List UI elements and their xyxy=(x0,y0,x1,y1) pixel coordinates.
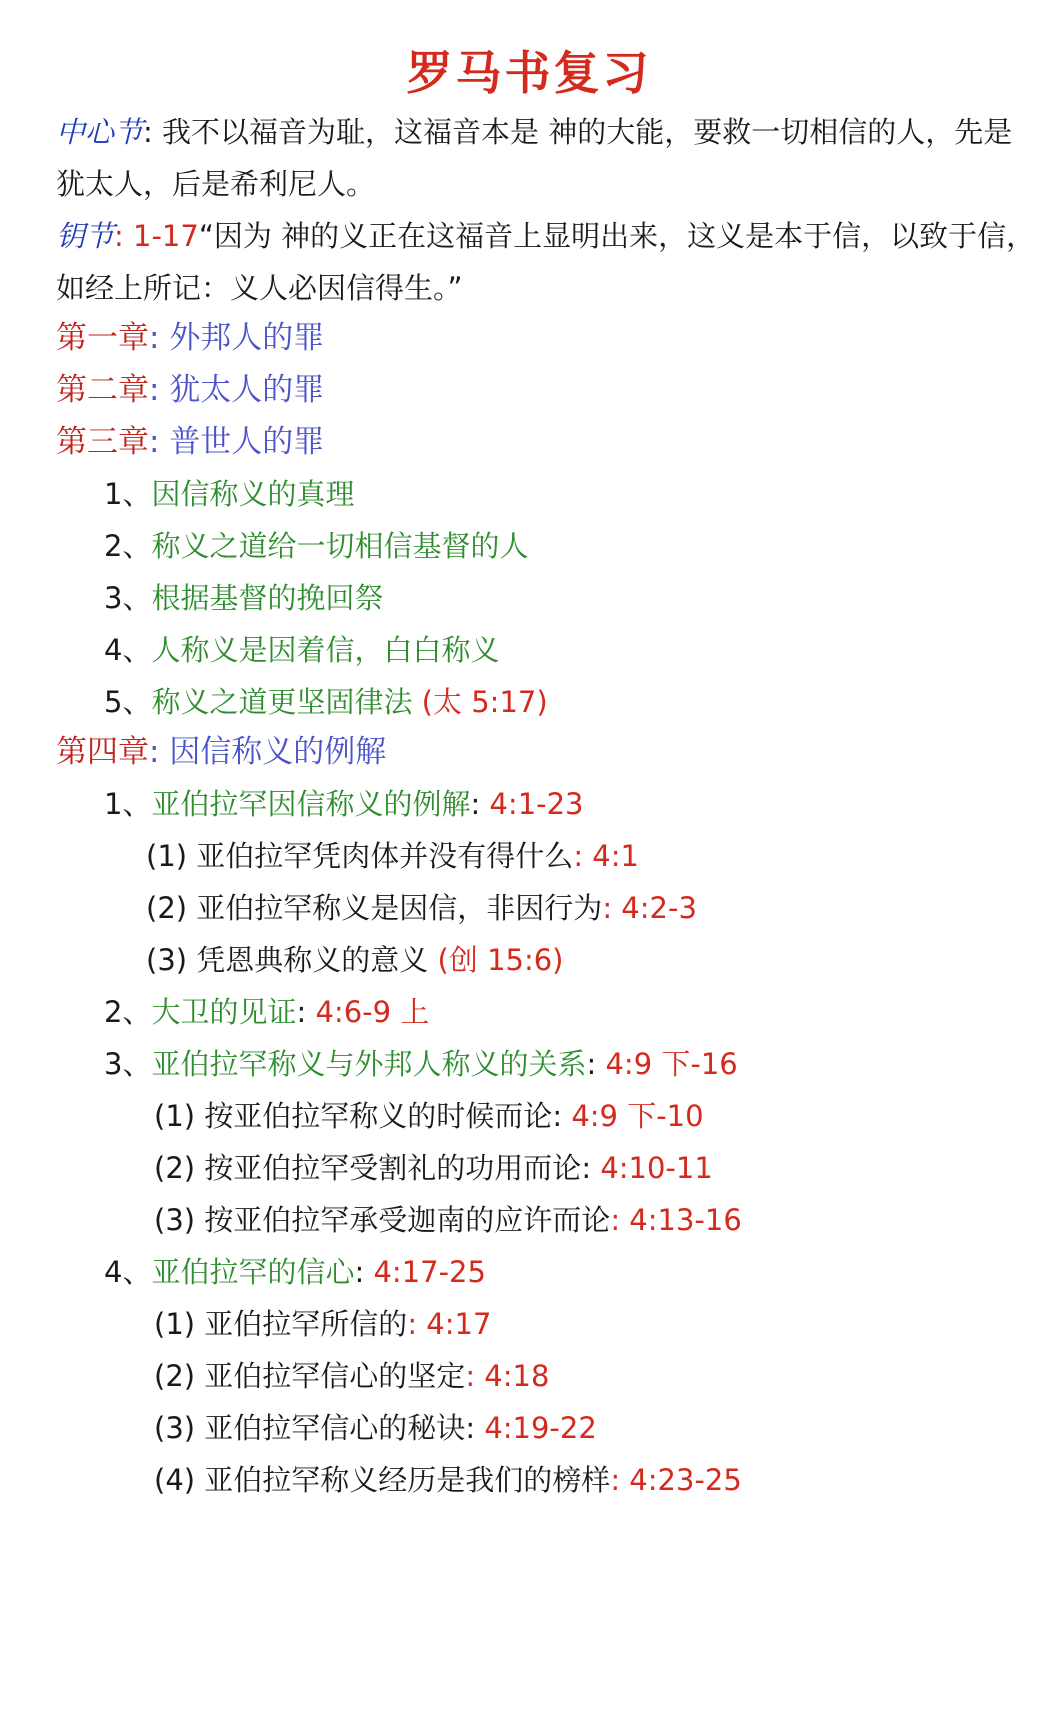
chapter-1: 第一章: 外邦人的罪 xyxy=(56,320,325,356)
chapter-2-title: 犹太人的罪 xyxy=(169,372,325,408)
sub-item: (3) 亚伯拉罕信心的秘诀: 4:19-22 xyxy=(154,1411,597,1445)
key-verse-line2: 如经上所记：义人必因信得生。” xyxy=(56,271,463,305)
sub-item: (3) 按亚伯拉罕承受迦南的应许而论: 4:13-16 xyxy=(154,1203,742,1237)
scripture-ref: 4:10-11 xyxy=(600,1151,713,1185)
sub-item: (1) 亚伯拉罕凭肉体并没有得什么: 4:1 xyxy=(146,839,639,873)
list-item: 3、亚伯拉罕称义与外邦人称义的关系: 4:9 下-16 xyxy=(104,1047,738,1081)
scripture-ref: : 4:17 xyxy=(407,1307,492,1341)
center-verse-line1: 中心节: 我不以福音为耻，这福音本是 神的大能，要救一切相信的人，先是 xyxy=(56,115,1013,149)
document-title: 罗马书复习 xyxy=(406,46,652,100)
list-item: 2、大卫的见证: 4:6-9 上 xyxy=(104,995,430,1029)
chapter-3: 第三章: 普世人的罪 xyxy=(56,424,325,460)
sub-item: (2) 按亚伯拉罕受割礼的功用而论: 4:10-11 xyxy=(154,1151,713,1185)
scripture-ref: : 4:23-25 xyxy=(610,1463,742,1497)
sub-item: (1) 按亚伯拉罕称义的时候而论: 4:9 下-10 xyxy=(154,1099,704,1133)
scripture-ref: : 4:18 xyxy=(465,1359,550,1393)
scripture-ref: 4:1-23 xyxy=(489,787,584,821)
key-verse-label: 钥节 xyxy=(56,219,115,253)
sub-item: (1) 亚伯拉罕所信的: 4:17 xyxy=(154,1307,492,1341)
list-item: 4、亚伯拉罕的信心: 4:17-25 xyxy=(104,1255,486,1289)
scripture-ref: 4:17-25 xyxy=(373,1255,486,1289)
chapter-4: 第四章: 因信称义的例解 xyxy=(56,734,387,770)
scripture-ref: 4:9 下-10 xyxy=(571,1099,704,1133)
scripture-ref: 4:6-9 上 xyxy=(315,995,430,1029)
key-verse-line1 xyxy=(56,218,1035,254)
chapter-2: 第二章: 犹太人的罪 xyxy=(56,372,325,408)
key-verse-ref: : 1-17 xyxy=(114,219,199,253)
center-verse-label: 中心节 xyxy=(56,115,144,149)
scripture-ref: 4:19-22 xyxy=(484,1411,597,1445)
chapter-1-title: 外邦人的罪 xyxy=(169,320,325,356)
sub-item: (3) 凭恩典称义的意义 (创 15:6) xyxy=(146,943,564,977)
scripture-ref: (太 5:17) xyxy=(412,685,548,719)
scripture-ref: 4:9 下-16 xyxy=(605,1047,738,1081)
scripture-ref: : 4:13-16 xyxy=(610,1203,742,1237)
list-item: 1、因信称义的真理 xyxy=(104,477,355,511)
list-item: 3、根据基督的挽回祭 xyxy=(104,581,384,615)
list-item: 1、亚伯拉罕因信称义的例解: 4:1-23 xyxy=(104,787,584,821)
list-item: 4、人称义是因着信，白白称义 xyxy=(104,633,500,667)
scripture-ref: : 4:2-3 xyxy=(602,891,697,925)
sub-item: (2) 亚伯拉罕信心的坚定: 4:18 xyxy=(154,1359,550,1393)
scripture-ref: : 4:1 xyxy=(573,839,639,873)
center-verse-text: 我不以福音为耻，这福音本是 神的大能，要救一切相信的人，先是 xyxy=(162,115,1013,149)
chapter-3-title: 普世人的罪 xyxy=(169,424,325,460)
list-item: 2、称义之道给一切相信基督的人 xyxy=(104,529,529,563)
sub-item: (2) 亚伯拉罕称义是因信，非因行为: 4:2-3 xyxy=(146,891,697,925)
sub-item: (4) 亚伯拉罕称义经历是我们的榜样: 4:23-25 xyxy=(154,1463,742,1497)
center-verse-line2: 犹太人，后是希利尼人。 xyxy=(56,167,376,201)
chapter-4-title: 因信称义的例解 xyxy=(169,734,387,770)
scripture-ref: (创 15:6) xyxy=(428,943,564,977)
list-item: 5、称义之道更坚固律法 (太 5:17) xyxy=(104,685,548,719)
key-verse-text: “因为 神的义正在这福音上显明出来，这义是本于信，以致于信， xyxy=(198,219,1036,253)
